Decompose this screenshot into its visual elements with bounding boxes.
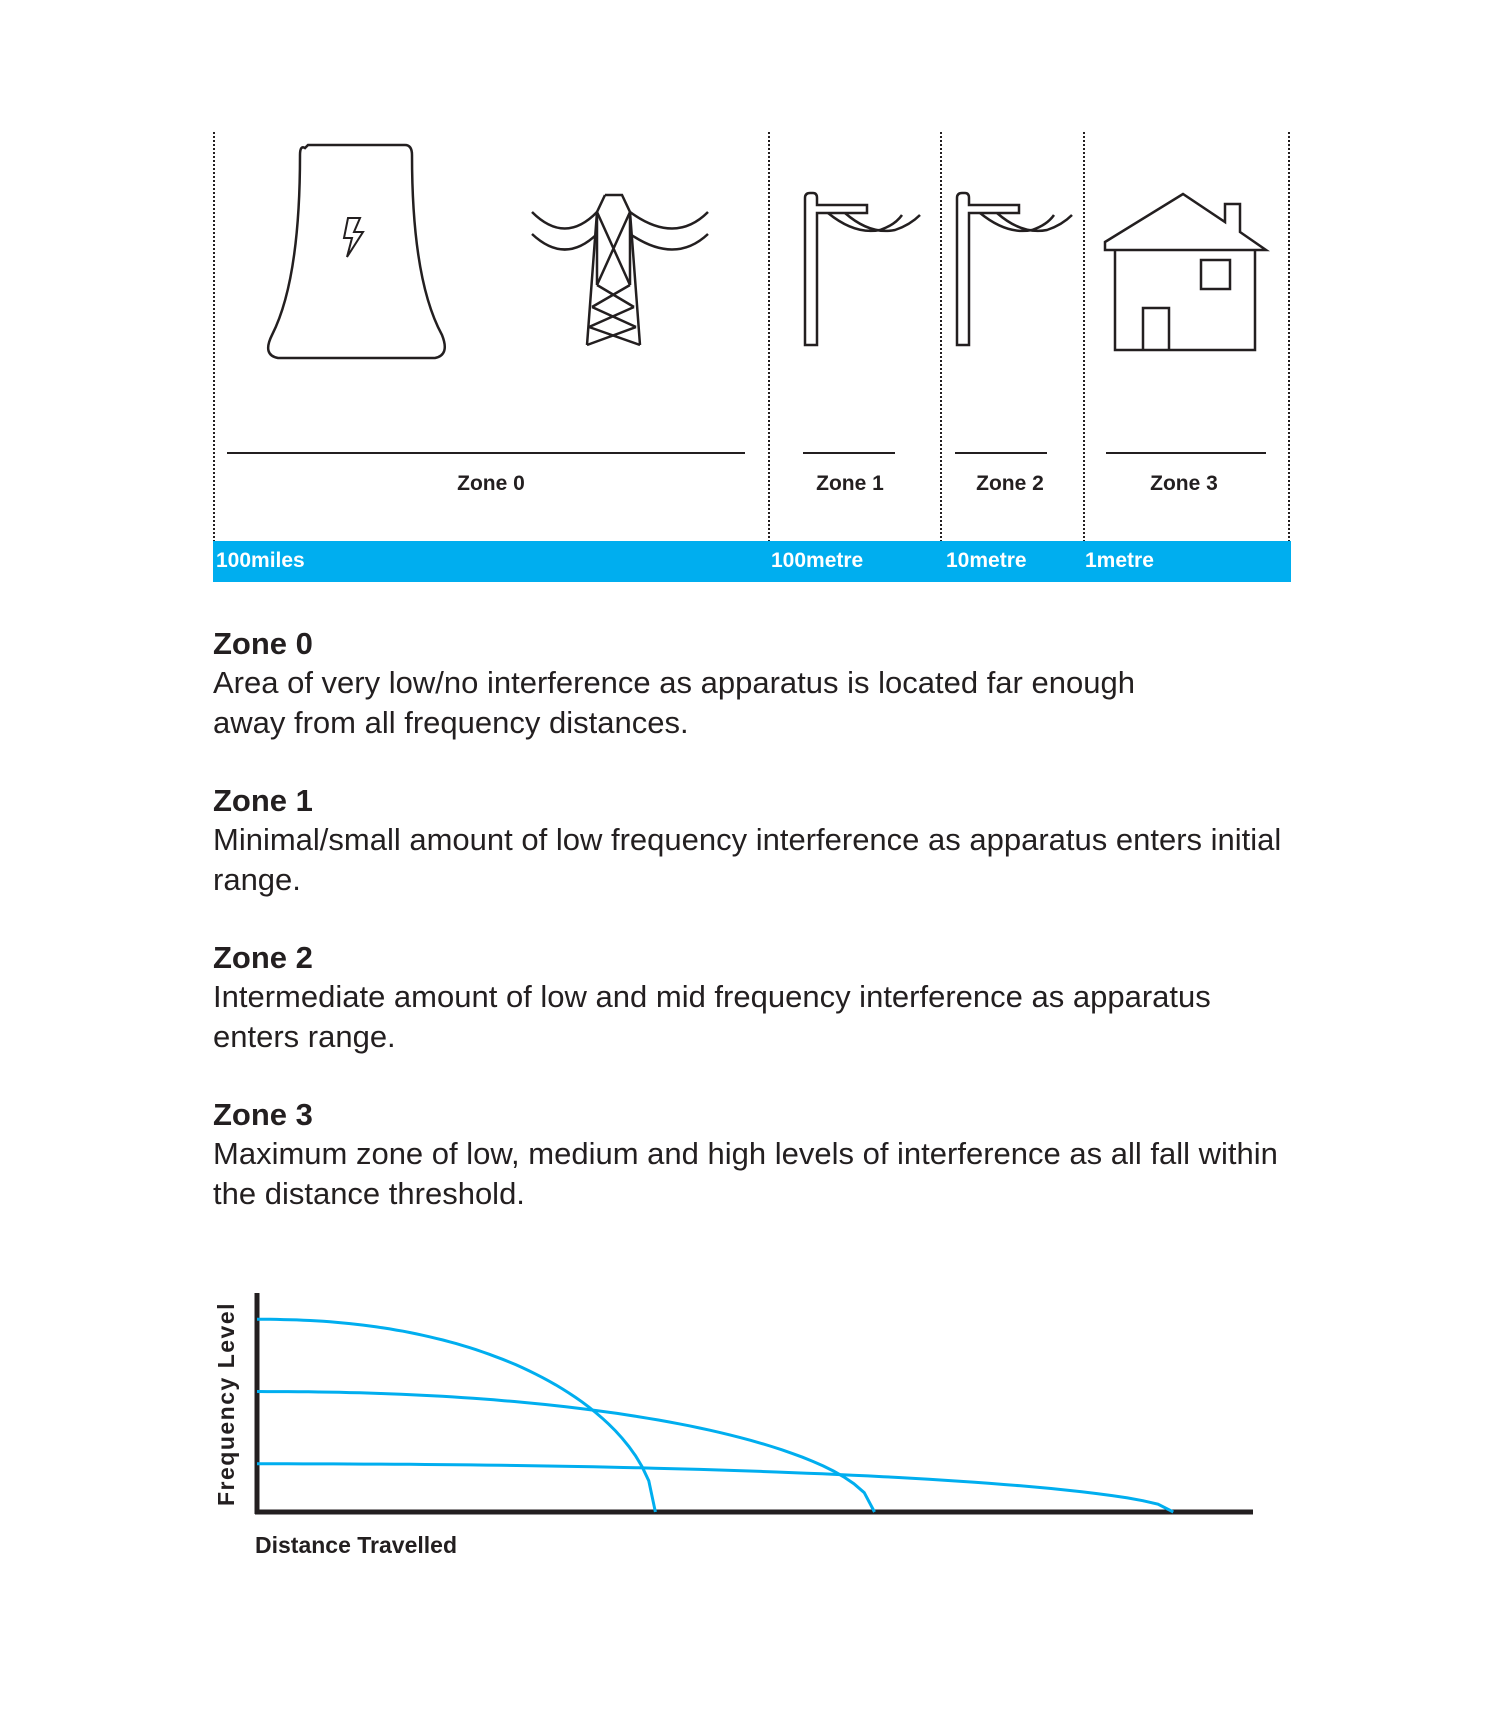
frequency-curve-high bbox=[257, 1319, 655, 1512]
zone-3-label: Zone 3 bbox=[1150, 472, 1218, 495]
zone-2-label: Zone 2 bbox=[976, 472, 1044, 495]
zone-1-label: Zone 1 bbox=[816, 472, 884, 495]
y-axis-label: Frequency Level bbox=[213, 1301, 239, 1507]
zone-description-title: Zone 2 bbox=[213, 940, 313, 975]
frequency-curve-mid bbox=[257, 1392, 875, 1513]
zone-description-text: Minimal/small amount of low frequency interference as apparatus enters initial range. bbox=[213, 822, 1282, 897]
distance-label: 100metre bbox=[771, 549, 864, 572]
x-axis-label: Distance Travelled bbox=[255, 1532, 457, 1558]
zone-0-label: Zone 0 bbox=[457, 472, 525, 495]
zone-description-title: Zone 0 bbox=[213, 626, 313, 661]
zone-description-title: Zone 3 bbox=[213, 1097, 313, 1132]
distance-label: 10metre bbox=[946, 549, 1027, 572]
zone-description-text: Maximum zone of low, medium and high levels of interference as all fall within the distance threshold. bbox=[213, 1136, 1278, 1211]
zone-description-text: Area of very low/no interference as apparatus is located far enough away from all frequency distances. bbox=[213, 665, 1135, 740]
zone-description-title: Zone 1 bbox=[213, 783, 313, 818]
frequency-curve-low bbox=[257, 1464, 1173, 1512]
distance-label: 100miles bbox=[216, 549, 305, 572]
zone-description-text: Intermediate amount of low and mid frequency interference as apparatus enters range. bbox=[213, 979, 1211, 1054]
distance-label: 1metre bbox=[1085, 549, 1154, 572]
